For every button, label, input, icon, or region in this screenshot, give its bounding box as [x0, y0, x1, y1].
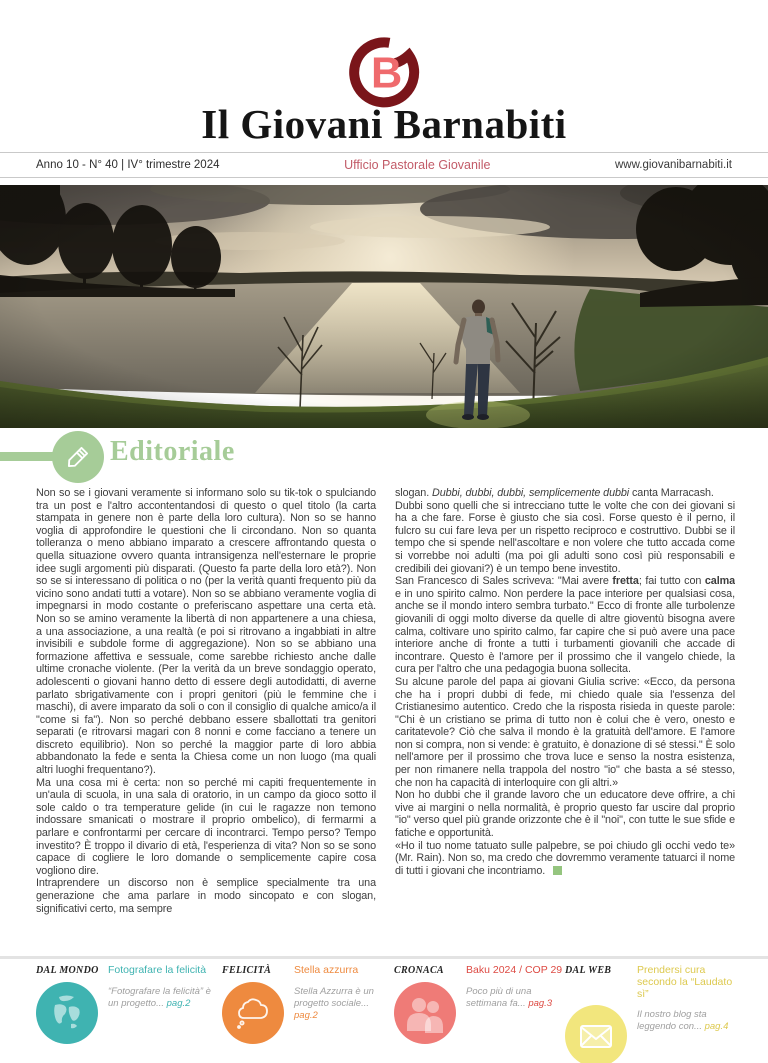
footer-section-badge [36, 982, 98, 1044]
end-marker-square [553, 866, 562, 875]
footer-section-title[interactable]: Fotografare la felicità [108, 964, 207, 976]
editorial-paragraph: slogan. Dubbi, dubbi, dubbi, semplicemente dubbi canta Marracash. [395, 487, 714, 499]
editorial-paragraph: Su alcune parole del papa ai giovani Giulia scrive: «Ecco, da persona che ha i propri dubbi di fede, mi chiedo quale sia l'essenza del Cristianesimo autentico. Credo che la risposta risieda in queste parole: "Chi è un cristiano se prima di tutto non è colui che è vero, onesto e caritatevole? Ciò che salva il mondo è la gratuità dell'amore. E l'amore non si compra, non si vende: è gratuito, è donazione di sé stessi." È solo nell'amore per il prossimo che trova luce e senso la nostra esistenza, per non rimanere nella trappola del nostro "io" che basta a sé stesso, che non ha capacità di interloquire con gli altri.» [395, 675, 735, 789]
footer-section-teaser [294, 986, 394, 1044]
issue-infobar [0, 152, 768, 178]
editorial-badge [52, 431, 104, 483]
footer-section-badge [394, 982, 456, 1044]
pencil-icon [64, 443, 92, 471]
hero-photo [0, 185, 768, 428]
footer-section [36, 964, 222, 1063]
footer-section-badge [565, 1005, 627, 1063]
editorial-column-left [36, 487, 376, 959]
footer-section-label: DAL MONDO [36, 965, 99, 976]
teaser-text: Poco più di una settimana fa... [466, 986, 532, 1009]
editorial-column-right [395, 487, 735, 959]
editorial-body [36, 487, 735, 959]
footer-section-label: DAL WEB [565, 965, 612, 976]
teaser-text: Stella Azzurra è un progetto sociale... [294, 986, 374, 1009]
page-ref-link[interactable]: pag.3 [528, 998, 553, 1009]
gb-monogram-icon [345, 34, 425, 111]
editorial-paragraph: Intraprendere un discorso non è semplice specialmente tra una generazione che ama parlare in modo sincopato e con slogan, significativi certo, ma sempre [36, 877, 376, 915]
page-ref-link[interactable]: pag.4 [704, 1021, 729, 1032]
footer-section [222, 964, 394, 1063]
teaser-text: “Fotografare la felicità” è un progetto... [108, 986, 211, 1009]
lake-sunset-scene [0, 185, 768, 428]
section-accent-bar [0, 452, 57, 461]
website-link[interactable]: www.giovanibarnabiti.it [615, 159, 732, 171]
footer-section-title[interactable]: Stella azzurra [294, 964, 359, 976]
cloud-icon [232, 992, 274, 1034]
footer-section [565, 964, 742, 1063]
footer-section-teaser [466, 986, 565, 1044]
footer-section-title[interactable]: Prendersi cura secondo la “Laudato sì” [637, 964, 733, 1000]
gb-logo [345, 34, 425, 110]
issue-info: Anno 10 - N° 40 | IV° trimestre 2024 [36, 159, 220, 171]
page-title: Il Giovani Barnabiti [201, 101, 567, 147]
editorial-paragraph: Ma una cosa mi è certa: non so perché mi capiti frequentemente in un'aula di scuola, in una sala di oratorio, in un campo da gioco sotto il sole caldo o tra temperature gelide (in cui le ragazze non temono indossare smanicati o mostrare il proprio ombelico), di fermarmi a parlare e confrontarmi per cercare di incontrarci. Tempo perso? Tempo investito? È troppo il divario di età, l'esperienza di vita? Non so se sono capace di cogliere le loro domande o semplicemente capire cosa vogliono dire. [36, 776, 376, 877]
footer-section-teaser [637, 1009, 742, 1063]
page-ref-link[interactable]: pag.2 [166, 998, 191, 1009]
section-title: Editoriale [110, 436, 235, 467]
office-name: Ufficio Pastorale Giovanile [344, 158, 491, 172]
footer-section-label: CRONACA [394, 965, 444, 976]
editorial-paragraph: Dubbi sono quelli che si intrecciano tutte le volte che con dei giovani si ha a che fare. Forse è giusto che sia così. Forse questo è il perno, il fulcro su cui fare leva per un rispetto reciproco e costruttivo. Dubbi se il tempo che si spende nell'ascoltare e non volere che tutto accada come si vorrebbe noi adulti (ma poi gli adulti sono così più responsabili e credibili dei giovani?) è un tempo bene investito. [395, 499, 735, 575]
editorial-paragraph: Non so se i giovani veramente si informano solo su tik-tok o spulciando tra un post e l'altro accontentandosi di questo o quel titolo (la carta stampata in genere non è parte della loro cultura). Non so se hanno voglia di approfondire le questioni che li circondano. Non so quanta tolleranza o meno abbiano imparato a crescere affrontando questa o quella situazione ovvero quanta intransigenza nell'esternare le proprie idee sugli argomenti più disparati. (Questo fa parte della loro età?). Non so se si interessano di politica o no (per la verità quanti frequento più da vicino sono andati tutti a votare). Non so se abbiano veramente voglia di impegnarsi in modo costante o preferiscano aspettare una certa età. Non so se amino veramente la libertà di non appartenere a una chiesa, a una associazione, a una realtà (e poi si ritrovano a ingabbiati in altre invisibili e subdole forme di aggregazione). Non so se abbiano una formazione affettiva e sessuale, come sarebbe richiesto anche dalle ultime cronache violente. (Per la verità da un breve sondaggio operato, adolescenti o giovani hanno detto di essere degli autodidatti, di averne parlato sbrigativamente con i propri genitori (più le femmine che i maschi), di avere imparato da soli o con il consiglio di qualche amico/a il "come si fa"). Non so perché debbano essere sballottati tra genitori separati (e ritrovarsi magari con 8 nonni e come facciano a tenere un discreto equilibrio). Non so perché la maggior parte di loro abbia abbandonato la fede e senta la Chiesa come un non luogo (ma quali altri luoghi frequentano?). [36, 487, 376, 777]
editorial-paragraph: «Ho il tuo nome tatuato sulle palpebre, se poi chiudo gli occhi vedo te» (Mr. Rain). Non so, ma credo che dovremmo veramente tatuarci il nome di tutti i giovani che incontriamo. [395, 839, 735, 877]
teaser-text: Il nostro blog sta leggendo con... [637, 1009, 707, 1032]
envelope-icon [575, 1015, 617, 1057]
footer-section-badge [222, 982, 284, 1044]
footer-section-label: FELICITÀ [222, 965, 272, 976]
editorial-paragraph: San Francesco di Sales scriveva: "Mai avere fretta; fai tutto con calma e in uno spirito calmo. Non perdere la pace interiore per qualsiasi cosa, anche se il mondo intero sembra turbato." Ecco di fronte alle turbolenze giovanili di oggi molto diverse da quelle di altre gioventù bisogna avere calma, coltivare uno spirito calmo, far capire che si può avere una pace interiore anche di fronte a tutti i turbamenti giovanili che accade di incontrare. Questo è l'amore per il prossimo che il vangelo chiede, la cura per l'altro che una pedagogia buona sollecita. [395, 575, 735, 676]
editorial-paragraph: Non ho dubbi che il grande lavoro che un educatore deve offrire, a chi vive ai margini o nella normalità, è proprio questo far uscire dal proprio "io" verso quel più grande orizzonte che è il "noi", con tutte le sue sfide e fatiche e opportunità. [395, 789, 735, 840]
footer-section [394, 964, 565, 1063]
footer-divider [0, 956, 768, 959]
footer-section-teaser [108, 986, 222, 1044]
people-icon [403, 991, 447, 1035]
footer-teasers [36, 964, 742, 1063]
footer-section-title[interactable]: Baku 2024 / COP 29 [466, 964, 563, 976]
page-ref-link[interactable]: pag.2 [294, 1010, 318, 1021]
logo-letter: B [371, 49, 403, 98]
globe-icon [47, 993, 87, 1033]
vignette [0, 185, 768, 428]
